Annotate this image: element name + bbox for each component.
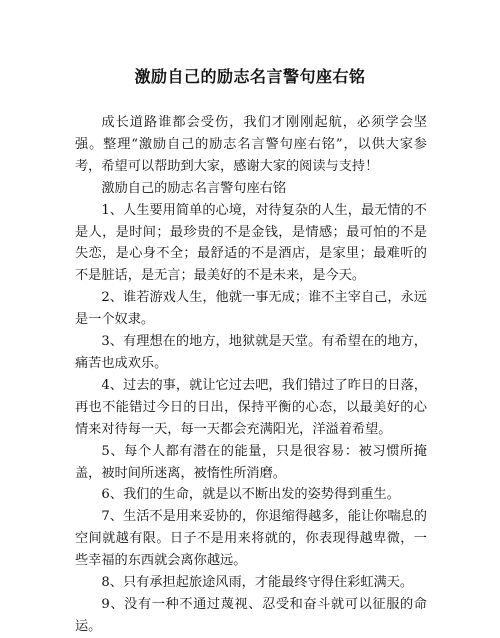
quote-item-4: 4、过去的事，就让它过去吧，我们错过了昨日的日落，再也不能错过今日的日出，保持平衡的心态，以最美好的心情来对待每一天，每一天都会充满阳光，洋溢着希望。 [75, 377, 427, 437]
quote-item-9: 9、没有一种不通过蔑视、忍受和奋斗就可以征服的命运。 [75, 596, 427, 634]
document-body [75, 112, 427, 638]
quote-item-1: 1、人生要用简单的心境，对待复杂的人生，最无情的不是人，是时间；最珍贵的不是金钱，是情感；最可怕的不是失恋，是心身不全；最舒适的不是酒店，是家里；最难听的不是脏话，是无言；最美好的不是未来，是今天。 [75, 202, 427, 284]
quote-item-2: 2、谁若游戏人生，他就一事无成；谁不主宰自己，永远是一个奴隶。 [75, 290, 427, 328]
quote-item-3: 3、有理想在的地方，地狱就是天堂。有希望在的地方，痛苦也成欢乐。 [75, 334, 427, 371]
intro-paragraph: 成长道路谁都会受伤，我们才刚刚起航，必须学会坚强。整理“激励自己的励志名言警句座右铭”，以供大家参考，希望可以帮助到大家，感谢大家的阅读与支持！ [75, 115, 427, 174]
quote-item-8: 8、只有承担起旅途风雨，才能最终守得住彩虹满天。 [101, 575, 414, 591]
quote-item-5: 5、每个人都有潜在的能量，只是很容易：被习惯所掩盖，被时间所迷离，被惰性所消磨。 [75, 443, 427, 481]
document-title: 激励自己的励志名言警句座右铭 [134, 67, 366, 86]
quote-item-6: 6、我们的生命，就是以不断出发的姿势得到重生。 [101, 487, 400, 503]
subtitle-paragraph: 激励自己的励志名言警句座右铭 [101, 180, 287, 196]
quote-item-7: 7、生活不是用来妥协的，你退缩得越多，能让你喘息的空间就越有限。日子不是用来将就的，你表现得越卑微，一些幸福的东西就会离你越远。 [75, 509, 427, 569]
